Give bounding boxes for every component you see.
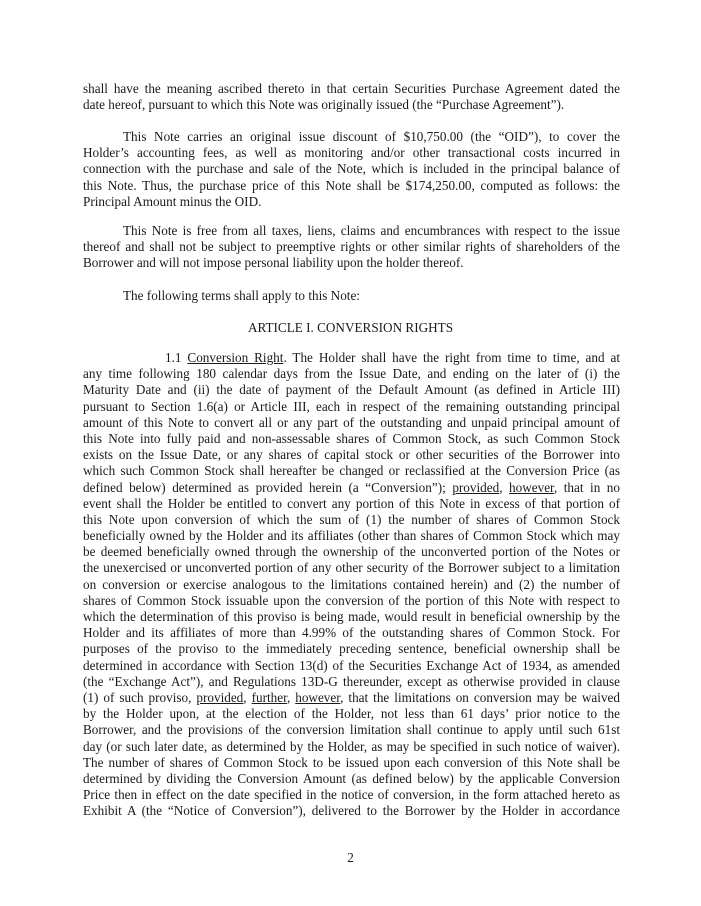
text-fragment: , that the limitations on conversion may be waived	[340, 689, 620, 705]
text-line: the unexercised or unconverted portion of any other security of the Borrower subject to a limitation	[83, 560, 620, 576]
paragraph-following-terms	[83, 288, 620, 304]
text-line: shares of Common Stock issuable upon the conversion of the portion of this Note with respect to	[83, 592, 620, 608]
text-line: event shall the Holder be entitled to convert any portion of this Note in excess of that portion of	[83, 495, 620, 511]
text-line: Borrower, and the provisions of the conversion limitation shall continue to apply until such 61st	[83, 722, 620, 738]
underlined-term: further	[251, 689, 287, 705]
text-fragment: ,	[286, 689, 296, 705]
paragraph-purchase-agreement	[83, 81, 620, 113]
text-fragment: , that in no	[553, 479, 620, 495]
article-heading: ARTICLE I. CONVERSION RIGHTS	[247, 320, 454, 335]
section-number: 1.1	[165, 350, 188, 365]
paragraph-oid	[83, 129, 620, 210]
text-line: determined by dividing the Conversion Amount (as defined below) by the applicable Conversion	[83, 770, 620, 786]
text-line: Price then in effect on the date specified in the notice of conversion, in the form attached hereto as	[83, 787, 620, 803]
waiver-line	[83, 690, 620, 706]
text-line: Borrower and will not impose personal liability upon the holder thereof.	[83, 255, 464, 271]
text-line: exists on the Issue Date, or any shares of capital stock or other securities of the Borrower into	[83, 447, 620, 463]
text-line: The following terms shall apply to this Note:	[123, 288, 360, 303]
text-line: any time following 180 calendar days from the Issue Date, and ending on the later of (i) the	[83, 366, 620, 382]
text-fragment: (1) of such proviso,	[83, 689, 197, 705]
text-line: pursuant to Section 1.6(a) or Article III, each in respect of the remaining outstanding principal	[83, 398, 620, 414]
text-line: thereof and shall not be subject to preemptive rights or other similar rights of shareholders of the	[83, 239, 620, 255]
underlined-term: however	[295, 689, 341, 705]
text-line: shall have the meaning ascribed thereto in that certain Securities Purchase Agreement dated the	[83, 81, 620, 96]
text-line: This Note is free from all taxes, liens, claims and encumbrances with respect to the issue	[123, 223, 620, 238]
underlined-term: however	[509, 479, 554, 495]
text-line: Holder and its affiliates of more than 4.99% of the outstanding shares of Common Stock. For	[83, 625, 620, 641]
text-line: beneficially owned by the Holder and its affiliates (other than shares of Common Stock which may	[83, 528, 620, 544]
text-fragment: defined below) determined as provided herein (a “Conversion”);	[83, 479, 453, 495]
text-line: Principal Amount minus the OID.	[83, 193, 262, 209]
text-line: Holder’s accounting fees, as well as monitoring and/or other transactional costs incurred in	[83, 145, 620, 161]
text-line: determined in accordance with Section 13(d) of the Securities Exchange Act of 1934, as amended	[83, 657, 620, 673]
text-line: this Note. Thus, the purchase price of this Note shall be $174,250.00, computed as follows: the	[83, 177, 620, 193]
text-fragment: . The Holder shall have the right from time to time, and at	[283, 350, 621, 365]
text-line: This Note carries an original issue discount of $10,750.00 (the “OID”), to cover the	[123, 129, 620, 144]
text-line: (the “Exchange Act”), and Regulations 13D-G thereunder, except as otherwise provided in clause	[83, 673, 620, 689]
text-line: this Note upon conversion of which the sum of (1) the number of shares of Common Stock	[83, 511, 620, 527]
text-line: this Note into fully paid and non-assessable shares of Common Stock, as such Common Stock	[83, 430, 620, 446]
text-line: which such Common Stock shall hereafter be changed or reclassified at the Conversion Price (as	[83, 463, 620, 479]
page-number: 2	[347, 850, 354, 865]
underlined-term: provided	[196, 689, 244, 705]
text-line: which the determination of this proviso is being made, would result in beneficial ownership by the	[83, 609, 620, 624]
text-fragment: ,	[499, 479, 510, 495]
text-line: date hereof, pursuant to which this Note was originally issued (the “Purchase Agreement”).	[83, 97, 565, 113]
text-line: Exhibit A (the “Notice of Conversion”), delivered to the Borrower by the Holder in accordance	[83, 803, 620, 819]
text-line: be deemed beneficially owned through the ownership of the unconverted portion of the Notes or	[83, 544, 620, 560]
text-line: The number of shares of Common Stock to be issued upon each conversion of this Note shall be	[83, 754, 620, 770]
text-fragment: ,	[243, 689, 252, 705]
text-line: day (or such later date, as determined by the Holder, as may be specified in such notice of waiver).	[83, 738, 620, 754]
section-title-line	[83, 350, 620, 366]
underlined-term: provided	[452, 479, 500, 495]
text-line: purposes of the proviso to the immediately preceding sentence, beneficial ownership shall be	[83, 641, 620, 657]
proviso-line	[83, 480, 620, 496]
text-line: by the Holder upon, at the election of the Holder, not less than 61 days’ prior notice to the	[83, 706, 620, 722]
section-title: Conversion Right	[187, 350, 284, 365]
text-line: Maturity Date and (ii) the date of payment of the Default Amount (as defined in Article III)	[83, 382, 620, 398]
text-line: amount of this Note to convert all or any part of the outstanding and unpaid principal amount of	[83, 414, 620, 430]
text-line: connection with the purchase and sale of the Note, which is included in the principal balance of	[83, 161, 620, 177]
section-1-1-conversion-right	[83, 350, 620, 819]
text-line: on conversion or exercise analogous to the limitations contained herein) and (2) the number of	[83, 576, 620, 592]
paragraph-free-from-taxes	[83, 223, 620, 272]
